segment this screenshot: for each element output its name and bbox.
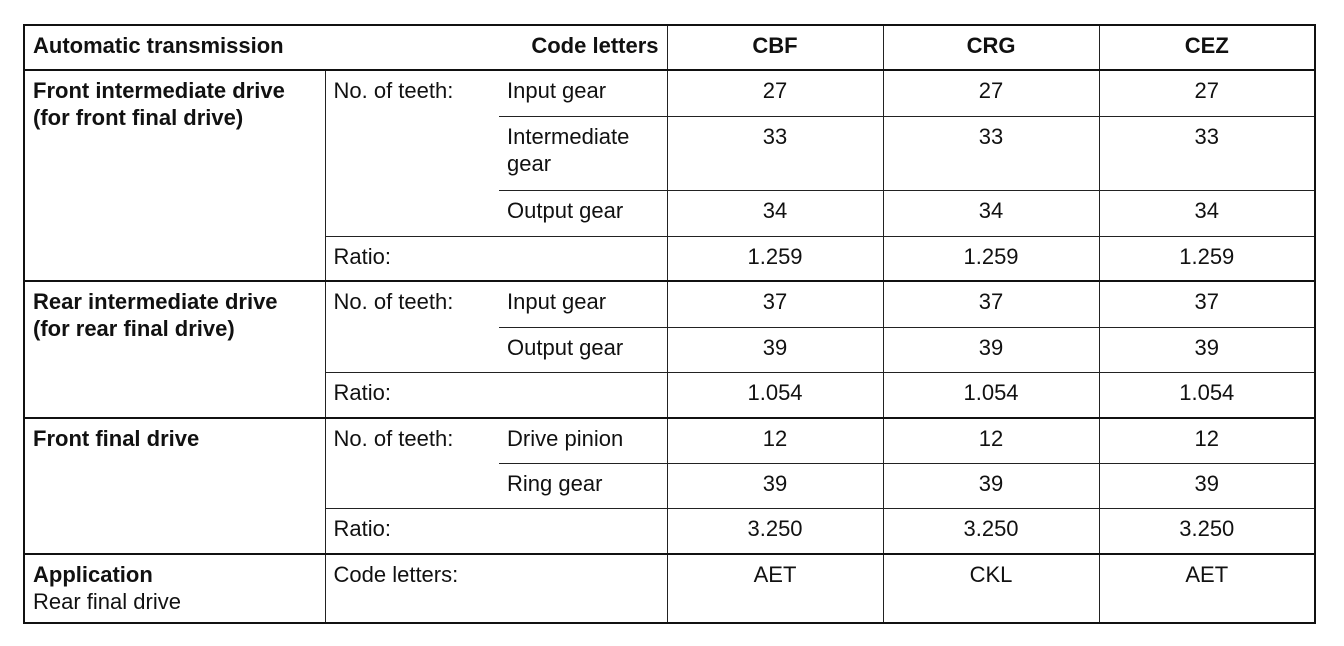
row-label: Drive pinion	[499, 418, 667, 463]
application-title: Application	[33, 561, 153, 587]
ratio-cell: 1.259	[883, 236, 1099, 281]
table-cell: 39	[667, 463, 883, 508]
table-cell: 27	[1099, 70, 1315, 116]
table-header-row	[24, 25, 1315, 70]
application-row	[24, 554, 1315, 623]
ratio-cell: 1.054	[1099, 373, 1315, 418]
teeth-label: No. of teeth:	[325, 418, 499, 508]
table-cell: 12	[883, 418, 1099, 463]
header-code-crg: CRG	[883, 25, 1099, 70]
application-code-cell: AET	[1099, 554, 1315, 623]
row-label: Input gear	[499, 70, 667, 116]
ratio-cell: 1.054	[667, 373, 883, 418]
table-cell: 33	[1099, 116, 1315, 190]
teeth-label: No. of teeth:	[325, 281, 499, 372]
table-cell: 34	[667, 191, 883, 236]
section-title-application	[24, 554, 325, 623]
ratio-cell: 3.250	[1099, 508, 1315, 553]
table-cell: 37	[883, 281, 1099, 327]
table-cell: 34	[883, 191, 1099, 236]
table-row	[24, 281, 1315, 327]
table-cell: 39	[883, 463, 1099, 508]
section-title-rear-intermediate: Rear intermediate drive (for rear final drive)	[24, 281, 325, 418]
table-cell: 39	[1099, 463, 1315, 508]
table-cell: 39	[1099, 327, 1315, 372]
table-cell: 27	[883, 70, 1099, 116]
table-cell: 33	[883, 116, 1099, 190]
table-cell: 12	[1099, 418, 1315, 463]
row-label: Output gear	[499, 191, 667, 236]
table-cell: 39	[667, 327, 883, 372]
section-title-front-intermediate: Front intermediate drive (for front final drive)	[24, 70, 325, 281]
row-label: Ring gear	[499, 463, 667, 508]
application-code-cell: CKL	[883, 554, 1099, 623]
row-label: Input gear	[499, 281, 667, 327]
ratio-label: Ratio:	[325, 508, 667, 553]
application-code-cell: AET	[667, 554, 883, 623]
row-label: Output gear	[499, 327, 667, 372]
section-title-front-final: Front final drive	[24, 418, 325, 554]
header-code-cbf: CBF	[667, 25, 883, 70]
table-cell: 27	[667, 70, 883, 116]
table-row	[24, 418, 1315, 463]
header-title: Automatic transmission	[24, 25, 499, 70]
ratio-cell: 1.259	[667, 236, 883, 281]
row-label: Intermediate gear	[499, 116, 667, 190]
header-code-cez: CEZ	[1099, 25, 1315, 70]
teeth-label: No. of teeth:	[325, 70, 499, 236]
ratio-label: Ratio:	[325, 236, 667, 281]
table-row	[24, 70, 1315, 116]
transmission-spec-table	[23, 24, 1316, 624]
ratio-label: Ratio:	[325, 373, 667, 418]
ratio-cell: 3.250	[667, 508, 883, 553]
table-cell: 34	[1099, 191, 1315, 236]
table-cell: 33	[667, 116, 883, 190]
application-subtitle: Rear final drive	[33, 588, 181, 614]
table-cell: 12	[667, 418, 883, 463]
table-cell: 37	[1099, 281, 1315, 327]
ratio-cell: 3.250	[883, 508, 1099, 553]
ratio-cell: 1.259	[1099, 236, 1315, 281]
ratio-cell: 1.054	[883, 373, 1099, 418]
table-cell: 39	[883, 327, 1099, 372]
application-code-letters-label: Code letters:	[325, 554, 667, 623]
header-code-letters-label: Code letters	[499, 25, 667, 70]
table-cell: 37	[667, 281, 883, 327]
